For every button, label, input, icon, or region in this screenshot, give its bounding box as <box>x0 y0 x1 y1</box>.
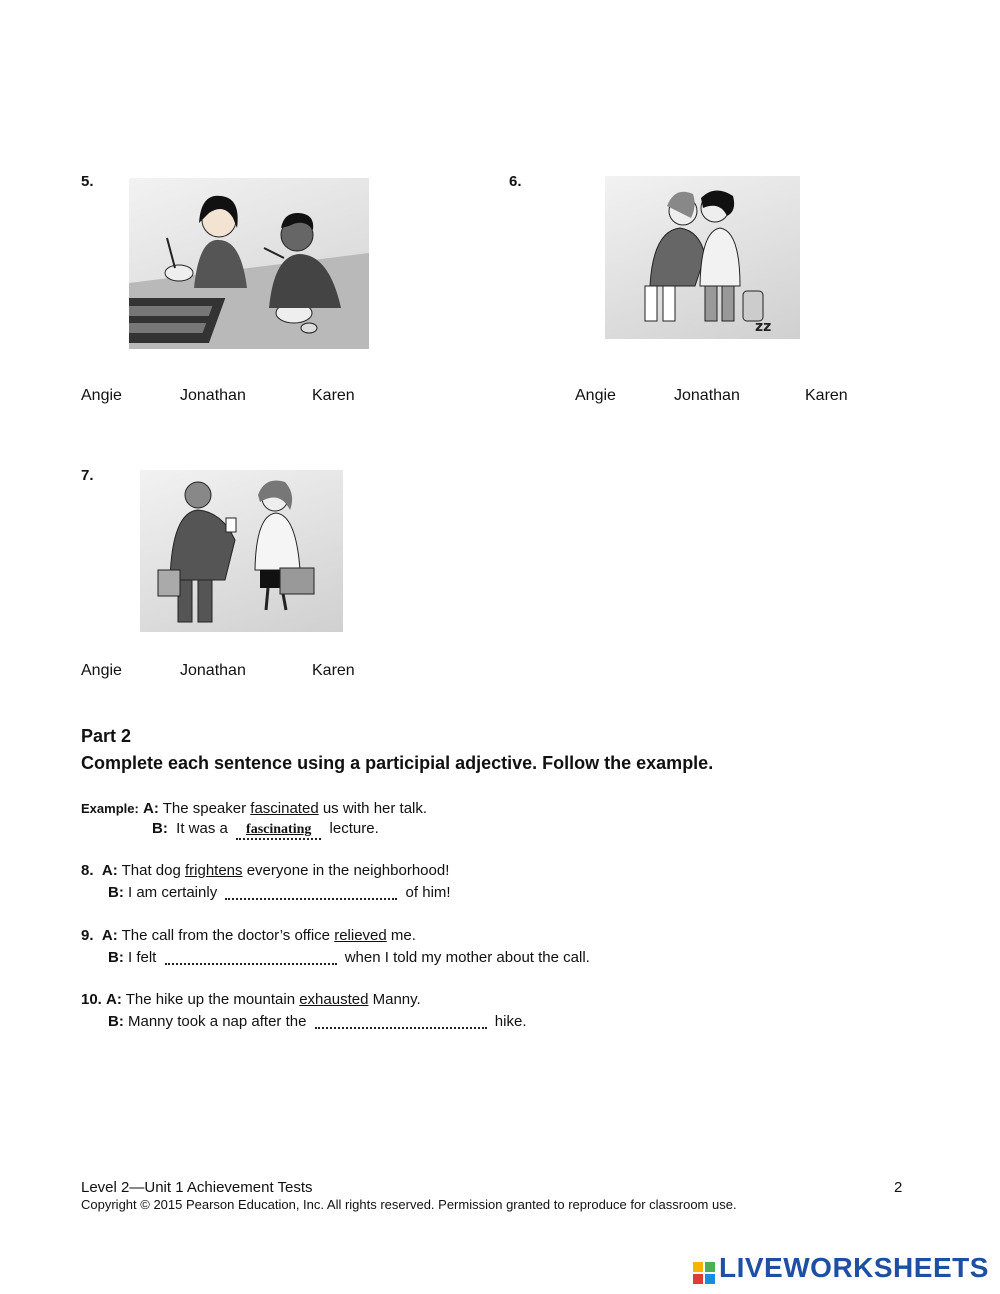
answer-input-9[interactable] <box>165 952 337 966</box>
answer-blank <box>315 1013 487 1029</box>
sentence-text: me. <box>390 927 416 944</box>
logo-blocks-icon <box>693 1262 715 1284</box>
example-line-a <box>81 800 427 817</box>
sentence-text: everyone in the neighborhood! <box>246 862 450 879</box>
speaker-b-label: B: <box>108 884 124 901</box>
part-2-instructions: Complete each sentence using a participial adjective. Follow the example. <box>81 753 714 773</box>
sentence-text: us with her talk. <box>322 800 428 817</box>
choice-jonathan[interactable]: Jonathan <box>674 387 740 404</box>
choice-karen[interactable]: Karen <box>312 387 355 404</box>
question-9-line-b <box>108 949 590 966</box>
sentence-text: hike. <box>494 1013 527 1030</box>
question-number: 8. <box>81 862 94 879</box>
sentence-text: The hike up the mountain <box>125 991 296 1008</box>
question-8-line-a <box>81 862 449 879</box>
answer-blank <box>225 884 397 900</box>
choice-angie[interactable]: Angie <box>575 387 616 404</box>
choice-jonathan[interactable]: Jonathan <box>180 387 246 404</box>
speaker-a-label: A: <box>101 862 118 879</box>
speaker-a-label: A: <box>142 800 159 817</box>
target-verb: frightens <box>184 862 243 879</box>
target-verb: exhausted <box>299 991 369 1008</box>
sentence-text: lecture. <box>329 820 379 837</box>
sentence-text: The call from the doctor’s office <box>121 927 331 944</box>
speaker-a-label: A: <box>101 927 118 944</box>
choice-karen[interactable]: Karen <box>805 387 848 404</box>
footer-title: Level 2—Unit 1 Achievement Tests <box>81 1179 313 1196</box>
question-10-line-a <box>81 991 421 1008</box>
target-verb: fascinated <box>250 800 319 817</box>
sentence-text: Manny. <box>372 991 421 1008</box>
copyright: Copyright © 2015 Pearson Education, Inc. All rights reserved. Permission granted to reproduce for classroom use. <box>81 1197 737 1212</box>
choice-jonathan[interactable]: Jonathan <box>180 662 246 679</box>
illustration-business-meeting <box>140 470 343 632</box>
sentence-text: I felt <box>128 949 157 966</box>
sentence-text: I am certainly <box>128 884 218 901</box>
part-2-title: Part 2 <box>81 726 132 746</box>
page-number: 2 <box>894 1179 903 1196</box>
choice-angie[interactable]: Angie <box>81 662 122 679</box>
sentence-text: when I told my mother about the call. <box>344 949 590 966</box>
illustration-dinner <box>129 178 369 349</box>
item-5-number: 5. <box>81 173 94 190</box>
question-10-line-b <box>108 1013 526 1030</box>
speaker-b-label: B: <box>152 820 168 837</box>
answer-blank <box>165 949 337 965</box>
example-label: Example: <box>81 801 139 816</box>
question-9-line-a <box>81 927 416 944</box>
example-line-b <box>152 820 379 840</box>
item-6-number: 6. <box>509 173 522 190</box>
speaker-a-label: A: <box>106 991 122 1008</box>
sentence-text: It was a <box>176 820 228 837</box>
question-number: 10. <box>81 991 102 1008</box>
question-number: 9. <box>81 927 94 944</box>
choice-angie[interactable]: Angie <box>81 387 122 404</box>
question-8-line-b <box>108 884 451 901</box>
sentence-text: Manny took a nap after the <box>128 1013 307 1030</box>
item-7-number: 7. <box>81 467 94 484</box>
svg-text:zz: zz <box>755 319 772 335</box>
example-answer: fascinating <box>236 822 321 840</box>
sentence-text: The speaker <box>162 800 247 817</box>
choice-karen[interactable]: Karen <box>312 662 355 679</box>
speaker-b-label: B: <box>108 1013 124 1030</box>
liveworksheets-logo[interactable] <box>693 1252 989 1284</box>
logo-text: LIVEWORKSHEETS <box>719 1252 989 1283</box>
answer-input-10[interactable] <box>315 1016 487 1030</box>
speaker-b-label: B: <box>108 949 124 966</box>
answer-input-8[interactable] <box>225 887 397 901</box>
illustration-hug <box>605 176 800 339</box>
sentence-text: That dog <box>121 862 181 879</box>
target-verb: relieved <box>334 927 387 944</box>
sentence-text: of him! <box>405 884 451 901</box>
